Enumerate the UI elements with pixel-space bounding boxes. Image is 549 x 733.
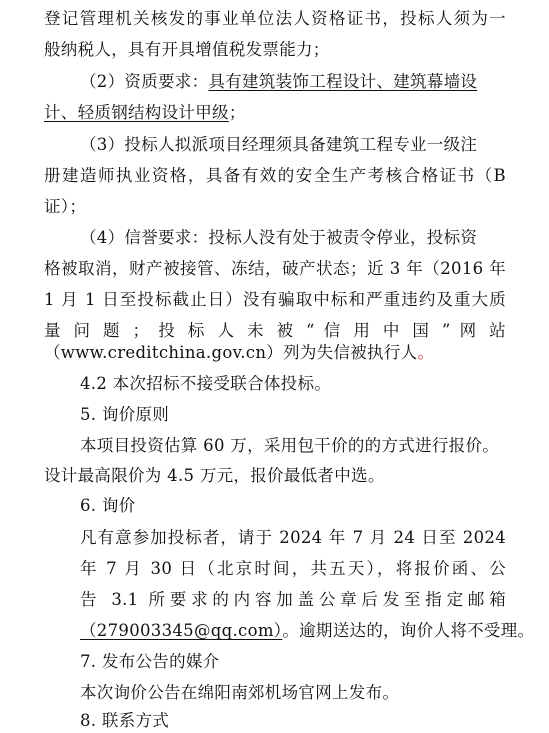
line-text: 册建造师执业资格，具备有效的安全生产考核合格证书（B bbox=[44, 166, 506, 185]
line-text: 设计最高限价为 4.5 万元，报价最低者中选。 bbox=[44, 466, 385, 485]
text-line bbox=[80, 436, 499, 456]
text-line bbox=[80, 621, 534, 641]
line-text: 凡有意参加投标者，请于 2024 年 7 月 24 日至 2024 bbox=[80, 528, 506, 547]
text-line bbox=[80, 135, 477, 155]
underlined-text: 具有建筑装饰工程设计、建筑幕墙设 bbox=[208, 72, 478, 91]
line-text: 6. 询价 bbox=[80, 496, 136, 515]
section-heading bbox=[80, 652, 220, 672]
line-text: 告 3.1 所要求的内容加盖公章后发至指定邮箱 bbox=[80, 590, 506, 609]
text-line bbox=[44, 290, 506, 310]
line-text: ； bbox=[228, 103, 246, 122]
line-text: 7. 发布公告的媒介 bbox=[80, 652, 220, 671]
line-text: 证）； bbox=[44, 197, 87, 216]
text-line bbox=[44, 103, 246, 123]
line-text: 。逾期送达的，询价人将不受理。 bbox=[282, 621, 535, 640]
email-address: （279003345@qq.com） bbox=[80, 621, 283, 640]
text-line bbox=[80, 683, 399, 703]
line-text: 5. 询价原则 bbox=[80, 405, 170, 424]
text-line bbox=[44, 321, 506, 341]
line-text: 登记管理机关核发的事业单位法人资格证书，投标人须为一 bbox=[44, 9, 506, 28]
red-punctuation: 。 bbox=[417, 343, 435, 362]
text-line bbox=[44, 166, 506, 186]
text-line bbox=[44, 40, 330, 60]
line-text: 1 月 1 日至投标截止日）没有骗取中标和严重违约及重大质 bbox=[44, 290, 506, 309]
text-line bbox=[80, 528, 506, 548]
section-heading bbox=[80, 496, 136, 516]
line-text: （3）投标人拟派项目经理须具备建筑工程专业一级注 bbox=[80, 135, 478, 154]
line-text: 8. 联系方式 bbox=[80, 711, 170, 730]
line-text: 本项目投资估算 60 万，采用包干价的的方式进行报价。 bbox=[80, 436, 500, 455]
underlined-text: 计、轻质钢结构设计甲级 bbox=[44, 103, 229, 122]
qualification-requirement bbox=[80, 72, 477, 92]
line-text: （4）信誉要求：投标人没有处于被责令停业，投标资 bbox=[80, 228, 478, 247]
line-text: 本次询价公告在绵阳南郊机场官网上发布。 bbox=[80, 683, 400, 702]
text-line bbox=[44, 259, 506, 279]
section-heading bbox=[80, 405, 169, 425]
text-line bbox=[44, 9, 506, 29]
line-text: （www.creditchina.gov.cn）列为失信被执行人 bbox=[44, 343, 418, 362]
line-text: 4.2 本次招标不接受联合体投标。 bbox=[80, 374, 332, 393]
line-text: 格被取消，财产被接管、冻结，破产状态；近 3 年（2016 年 bbox=[44, 259, 506, 278]
text-line bbox=[80, 590, 506, 610]
text-line bbox=[44, 466, 385, 486]
line-text: 年 7 月 30 日（北京时间，共五天），将报价函、公 bbox=[80, 559, 506, 578]
text-line bbox=[44, 197, 86, 217]
text-line bbox=[80, 228, 477, 248]
text-line bbox=[44, 343, 434, 363]
section-heading bbox=[80, 711, 169, 731]
text-line bbox=[80, 559, 506, 579]
line-text: （2）资质要求： bbox=[80, 72, 209, 91]
line-text: 般纳税人，具有开具增值税发票能力； bbox=[44, 40, 330, 59]
line-text: 量 问 题 ； 投 标 人 未 被 “ 信 用 中 国 ” 网 站 bbox=[44, 321, 506, 340]
text-line bbox=[80, 374, 331, 394]
